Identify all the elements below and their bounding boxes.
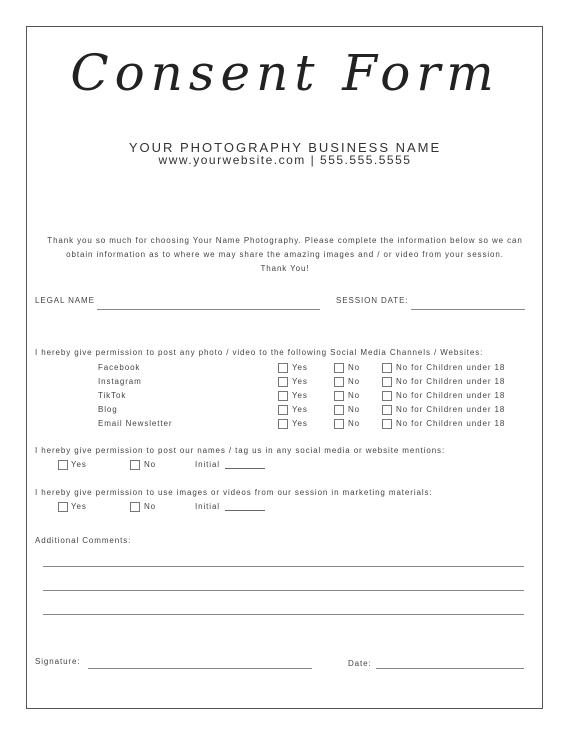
intro-line-1: Thank you so much for choosing Your Name Photography. Please complete the information below so we can xyxy=(47,236,523,245)
newsletter-yes-label: Yes xyxy=(292,419,308,428)
session-date-label: SESSION DATE: xyxy=(336,296,409,305)
tiktok-yes-checkbox[interactable] xyxy=(278,391,288,401)
newsletter-yes-checkbox[interactable] xyxy=(278,419,288,429)
date-label: Date: xyxy=(348,659,372,668)
instagram-children-label: No for Children under 18 xyxy=(396,377,506,386)
tiktok-yes-label: Yes xyxy=(292,391,308,400)
contact-line: www.yourwebsite.com | 555.555.5555 xyxy=(158,153,412,167)
instagram-yes-checkbox[interactable] xyxy=(278,377,288,387)
comments-label: Additional Comments: xyxy=(35,536,132,545)
marketing-no-label: No xyxy=(144,502,157,511)
session-date-field[interactable] xyxy=(411,309,525,310)
marketing-yes-label: Yes xyxy=(71,502,87,511)
marketing-permission-question: I hereby give permission to use images or videos from our session in marketing materials: xyxy=(35,488,433,497)
marketing-no-checkbox[interactable] xyxy=(130,502,140,512)
marketing-initial-label: Initial xyxy=(195,502,220,511)
facebook-no-checkbox[interactable] xyxy=(334,363,344,373)
newsletter-no-label: No xyxy=(348,419,361,428)
comments-line-1[interactable] xyxy=(43,566,524,567)
instagram-no-label: No xyxy=(348,377,361,386)
facebook-no-label: No xyxy=(348,363,361,372)
newsletter-no-checkbox[interactable] xyxy=(334,419,344,429)
tiktok-no-checkbox[interactable] xyxy=(334,391,344,401)
blog-yes-checkbox[interactable] xyxy=(278,405,288,415)
signature-field[interactable] xyxy=(88,668,312,669)
comments-line-2[interactable] xyxy=(43,590,524,591)
tag-no-label: No xyxy=(144,460,157,469)
marketing-initial-field[interactable] xyxy=(225,510,265,511)
signature-label: Signature: xyxy=(35,657,81,666)
comments-line-3[interactable] xyxy=(43,614,524,615)
tag-permission-question: I hereby give permission to post our names / tag us in any social media or website mentions: xyxy=(35,446,446,455)
facebook-children-label: No for Children under 18 xyxy=(396,363,506,372)
tiktok-children-checkbox[interactable] xyxy=(382,391,392,401)
social-permission-question: I hereby give permission to post any photo / video to the following Social Media Channels / Websites: xyxy=(35,348,484,357)
intro-line-2: obtain information as to where we may share the amazing images and / or video from your session. xyxy=(66,250,504,259)
date-field[interactable] xyxy=(376,668,524,669)
tag-no-checkbox[interactable] xyxy=(130,460,140,470)
channel-tiktok: TikTok xyxy=(98,391,127,400)
blog-children-checkbox[interactable] xyxy=(382,405,392,415)
facebook-children-checkbox[interactable] xyxy=(382,363,392,373)
tiktok-no-label: No xyxy=(348,391,361,400)
channel-facebook: Facebook xyxy=(98,363,141,372)
tag-initial-field[interactable] xyxy=(225,468,265,469)
tiktok-children-label: No for Children under 18 xyxy=(396,391,506,400)
form-title: Consent Form xyxy=(70,44,500,102)
legal-name-label: LEGAL NAME xyxy=(35,296,95,305)
instagram-yes-label: Yes xyxy=(292,377,308,386)
facebook-yes-label: Yes xyxy=(292,363,308,372)
intro-text xyxy=(34,234,536,276)
channel-instagram: Instagram xyxy=(98,377,142,386)
legal-name-field[interactable] xyxy=(97,309,320,310)
tag-initial-label: Initial xyxy=(195,460,220,469)
blog-no-checkbox[interactable] xyxy=(334,405,344,415)
marketing-yes-checkbox[interactable] xyxy=(58,502,68,512)
blog-children-label: No for Children under 18 xyxy=(396,405,506,414)
blog-no-label: No xyxy=(348,405,361,414)
instagram-children-checkbox[interactable] xyxy=(382,377,392,387)
instagram-no-checkbox[interactable] xyxy=(334,377,344,387)
facebook-yes-checkbox[interactable] xyxy=(278,363,288,373)
channel-blog: Blog xyxy=(98,405,118,414)
tag-yes-checkbox[interactable] xyxy=(58,460,68,470)
business-name: YOUR PHOTOGRAPHY BUSINESS NAME xyxy=(128,140,442,155)
intro-line-3: Thank You! xyxy=(260,264,310,273)
newsletter-children-checkbox[interactable] xyxy=(382,419,392,429)
newsletter-children-label: No for Children under 18 xyxy=(396,419,506,428)
blog-yes-label: Yes xyxy=(292,405,308,414)
channel-email-newsletter: Email Newsletter xyxy=(98,419,173,428)
tag-yes-label: Yes xyxy=(71,460,87,469)
